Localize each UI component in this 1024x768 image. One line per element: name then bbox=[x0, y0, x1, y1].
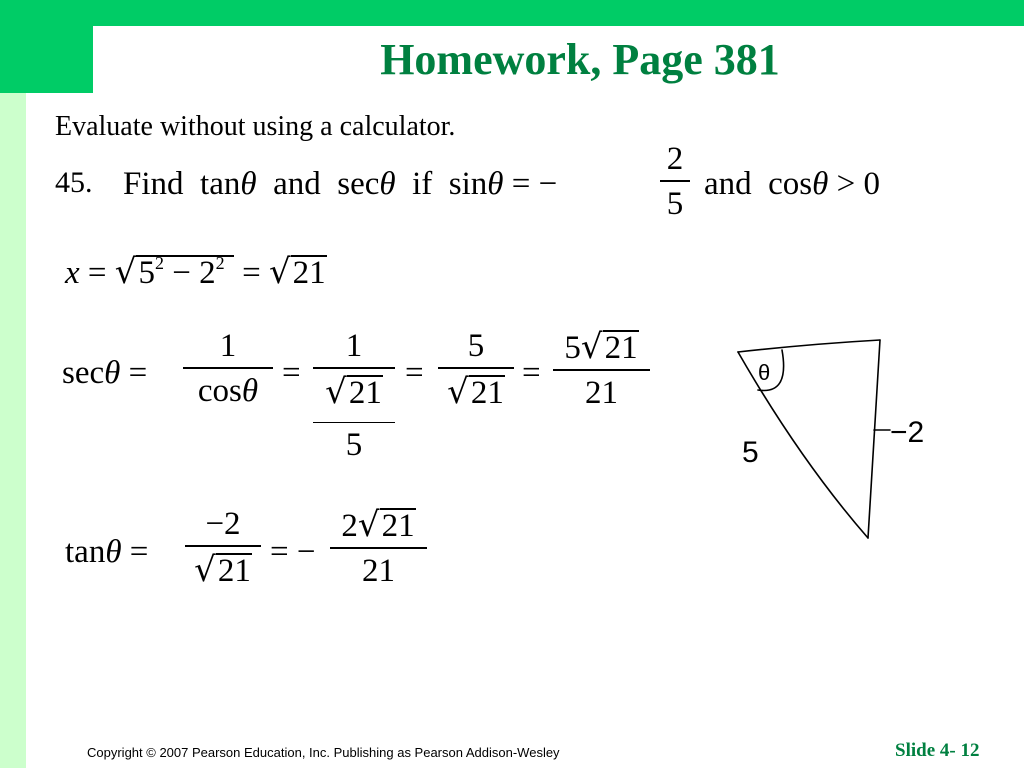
word-sec: sec bbox=[337, 166, 380, 202]
instruction-text: Evaluate without using a calculator. bbox=[55, 111, 456, 142]
word-and: and bbox=[704, 166, 752, 202]
radical-sign: √ bbox=[194, 550, 216, 590]
fraction-bar bbox=[183, 367, 273, 369]
equals-sign: = bbox=[405, 355, 424, 391]
radical-sign: √ bbox=[580, 327, 603, 367]
word-if: if bbox=[412, 166, 433, 202]
radicand: 21 bbox=[348, 375, 382, 411]
theta-symbol: θ bbox=[240, 166, 257, 202]
base-five: 5 bbox=[138, 255, 155, 291]
radicand: 21 bbox=[217, 553, 251, 589]
fraction-bar bbox=[313, 367, 395, 369]
theta-symbol: θ bbox=[105, 534, 122, 570]
tan-fraction-2 bbox=[330, 505, 427, 589]
fraction-bar bbox=[438, 367, 514, 369]
word-find: Find bbox=[123, 166, 184, 202]
fraction-denominator: cosθ bbox=[197, 373, 259, 409]
radical-sign: √ bbox=[114, 252, 137, 292]
sec-fraction-1 bbox=[183, 330, 273, 408]
equals-sign: = bbox=[87, 255, 107, 291]
fraction-bar bbox=[185, 545, 261, 547]
sketch-angle-label: θ bbox=[758, 360, 771, 385]
radicand: 21 bbox=[470, 375, 504, 411]
problem-number: 45. bbox=[55, 166, 93, 199]
fraction-numerator: 1 bbox=[219, 328, 237, 364]
fraction-denominator bbox=[438, 372, 514, 412]
fraction-denominator: 21 bbox=[585, 375, 618, 411]
radicand: 21 bbox=[604, 330, 638, 366]
base-two: 2 bbox=[199, 255, 216, 291]
sec-fraction-2 bbox=[313, 330, 395, 462]
fraction-denominator: 5 bbox=[666, 186, 684, 222]
fraction-numerator bbox=[330, 505, 427, 545]
theta-symbol: θ bbox=[379, 166, 396, 202]
corner-accent-block bbox=[0, 0, 93, 93]
triangle-right-edge bbox=[868, 340, 880, 538]
sec-lhs bbox=[62, 357, 147, 390]
triangle-sketch bbox=[720, 320, 950, 550]
sketch-side-label: −2 bbox=[890, 416, 925, 449]
theta-symbol: θ bbox=[812, 166, 829, 202]
problem-condition bbox=[704, 168, 880, 201]
fraction-numerator: −2 bbox=[205, 506, 241, 542]
minus-sign: − bbox=[296, 534, 316, 570]
greater-than-sign: > bbox=[836, 166, 856, 202]
word-sec: sec bbox=[62, 355, 105, 391]
fraction-denominator bbox=[313, 372, 395, 412]
word-tan: tan bbox=[65, 534, 106, 570]
fraction-denominator bbox=[185, 550, 261, 590]
zero-value: 0 bbox=[863, 166, 880, 202]
step-x-equation bbox=[65, 252, 327, 292]
radical-sign: √ bbox=[325, 372, 347, 412]
radical-sign: √ bbox=[357, 505, 380, 545]
equals-sign: = bbox=[511, 166, 531, 202]
fraction-numerator: 1 bbox=[345, 328, 363, 364]
equals-sign: = bbox=[242, 255, 261, 291]
fraction-denominator: 21 bbox=[362, 553, 395, 589]
tan-fraction-1 bbox=[185, 508, 261, 588]
exponent: 2 bbox=[154, 253, 164, 273]
equals-sign: = bbox=[128, 355, 148, 391]
left-accent-strip bbox=[0, 93, 26, 768]
fraction-bar bbox=[313, 422, 395, 423]
word-and: and bbox=[273, 166, 321, 202]
fraction-denominator: 5 bbox=[345, 427, 363, 463]
fraction-numerator: 5 bbox=[467, 328, 485, 364]
slide-title: Homework, Page 381 bbox=[380, 35, 780, 84]
word-tan: tan bbox=[200, 166, 241, 202]
minus-sign: − bbox=[538, 166, 558, 202]
fraction-bar bbox=[660, 180, 690, 182]
fraction-numerator: 2 bbox=[666, 141, 684, 177]
slide-number: Slide 4- 12 bbox=[895, 740, 980, 761]
sec-fraction-3 bbox=[438, 330, 514, 410]
radicand: 21 bbox=[381, 508, 415, 544]
sketch-hypotenuse-label: 5 bbox=[742, 436, 759, 469]
problem-line bbox=[123, 168, 557, 201]
exponent: 2 bbox=[215, 253, 225, 273]
tan-lhs bbox=[65, 536, 148, 569]
fraction-bar bbox=[330, 547, 427, 549]
radicand bbox=[136, 255, 233, 290]
radical-sign: √ bbox=[447, 372, 469, 412]
fraction-bar bbox=[553, 369, 650, 371]
sin-fraction bbox=[660, 143, 690, 221]
theta-symbol: θ bbox=[104, 355, 121, 391]
top-accent-bar bbox=[0, 0, 1024, 26]
coefficient: 2 bbox=[341, 508, 358, 544]
sec-fraction-4 bbox=[553, 327, 650, 411]
equals-minus: = − bbox=[270, 534, 316, 570]
fraction-numerator bbox=[553, 327, 650, 367]
equals-sign: = bbox=[129, 534, 149, 570]
triangle-top-edge bbox=[738, 340, 880, 352]
variable-x: x bbox=[65, 255, 80, 291]
minus-sign: − bbox=[172, 255, 191, 291]
radical-sign: √ bbox=[268, 252, 291, 292]
radicand: 21 bbox=[292, 255, 326, 291]
copyright-footer: Copyright © 2007 Pearson Education, Inc. Publishing as Pearson Addison-Wesley bbox=[87, 745, 560, 760]
equals-sign: = bbox=[522, 355, 541, 391]
theta-symbol: θ bbox=[487, 166, 504, 202]
word-sin: sin bbox=[448, 166, 488, 202]
coefficient: 5 bbox=[564, 330, 581, 366]
equals-sign: = bbox=[282, 355, 301, 391]
word-cos: cos bbox=[768, 166, 813, 202]
